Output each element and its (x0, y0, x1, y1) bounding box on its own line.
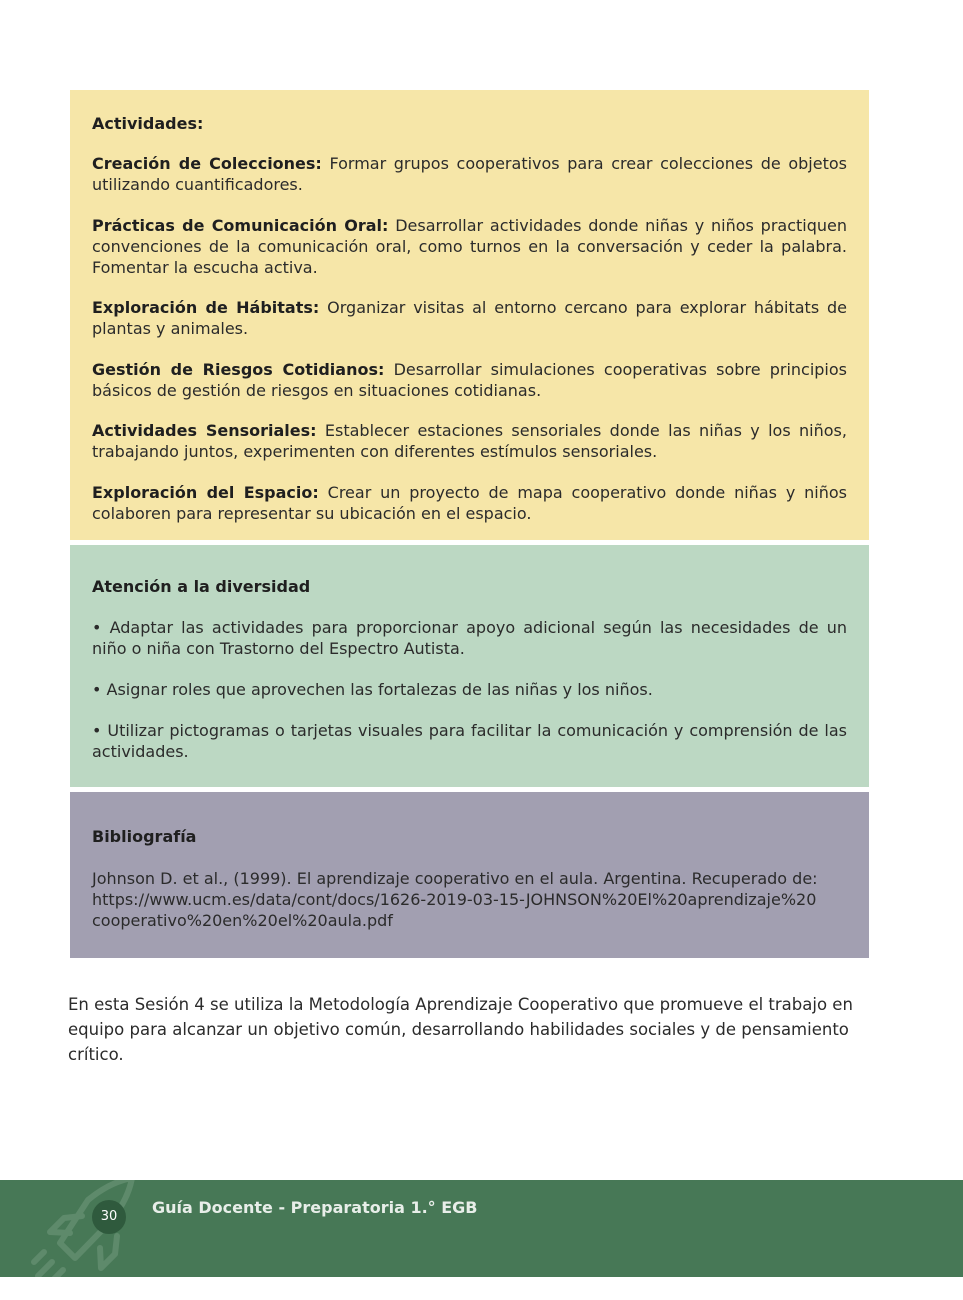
bibliography-url[interactable]: cooperativo%20en%20el%20aula.pdf (92, 911, 393, 930)
activity-item (92, 482, 847, 524)
diversity-heading: Atención a la diversidad (92, 577, 311, 596)
activity-text: Formar grupos cooperativos para crear colecciones de objetos utilizando cuantificadores. (92, 154, 847, 194)
activity-item (92, 420, 847, 462)
activity-item (92, 359, 847, 401)
bibliography-reference (92, 868, 847, 931)
activity-title: Exploración de Hábitats: (92, 298, 320, 317)
activity-title: Creación de Colecciones: (92, 154, 322, 173)
activity-item (92, 153, 847, 195)
activity-text: Desarrollar actividades donde niñas y niños practiquen convenciones de la comunicación oral, como turnos en la conversación y ceder la palabra. Fomentar la escucha activa. (92, 216, 847, 277)
activity-text: Establecer estaciones sensoriales donde las niñas y los niños, trabajando juntos, experimenten con diferentes estímulos sensoriales. (92, 421, 847, 461)
bibliography-url[interactable]: https://www.ucm.es/data/cont/docs/1626-2019-03-15-JOHNSON%20El%20aprendizaje%20 (92, 890, 817, 909)
diversity-box (70, 545, 869, 787)
page-footer (0, 1180, 963, 1277)
page-number: 30 (92, 1200, 126, 1234)
activity-text: Desarrollar simulaciones cooperativas sobre principios básicos de gestión de riesgos en situaciones cotidianas. (92, 360, 847, 400)
activity-text: Organizar visitas al entorno cercano para explorar hábitats de plantas y animales. (92, 298, 847, 338)
bibliography-box (70, 792, 869, 958)
session-description: En esta Sesión 4 se utiliza la Metodología Aprendizaje Cooperativo que promueve el trabajo en equipo para alcanzar un objetivo común, desarrollando habilidades sociales y de pensamiento crítico. (68, 995, 853, 1064)
activity-title: Exploración del Espacio: (92, 483, 319, 502)
diversity-item: • Asignar roles que aprovechen las fortalezas de las niñas y los niños. (92, 680, 653, 699)
activities-box (70, 90, 869, 540)
activity-text: Crear un proyecto de mapa cooperativo donde niñas y niños colaboren para representar su ubicación en el espacio. (92, 483, 847, 523)
activity-title: Prácticas de Comunicación Oral: (92, 216, 389, 235)
activity-item (92, 215, 847, 278)
diversity-item: • Adaptar las actividades para proporcionar apoyo adicional según las necesidades de un niño o niña con Trastorno del Espectro Autista. (92, 618, 847, 658)
bibliography-line: Johnson D. et al., (1999). El aprendizaje cooperativo en el aula. Argentina. Recuperado de: (92, 869, 818, 888)
diversity-item: • Utilizar pictogramas o tarjetas visuales para facilitar la comunicación y comprensión de las actividades. (92, 721, 847, 761)
rocket-icon (30, 1180, 150, 1277)
activity-title: Actividades Sensoriales: (92, 421, 317, 440)
bibliography-heading: Bibliografía (92, 827, 197, 846)
activities-heading: Actividades: (92, 114, 204, 133)
activity-title: Gestión de Riesgos Cotidianos: (92, 360, 385, 379)
footer-title: Guía Docente - Preparatoria 1.° EGB (152, 1198, 478, 1217)
activity-item (92, 297, 847, 339)
